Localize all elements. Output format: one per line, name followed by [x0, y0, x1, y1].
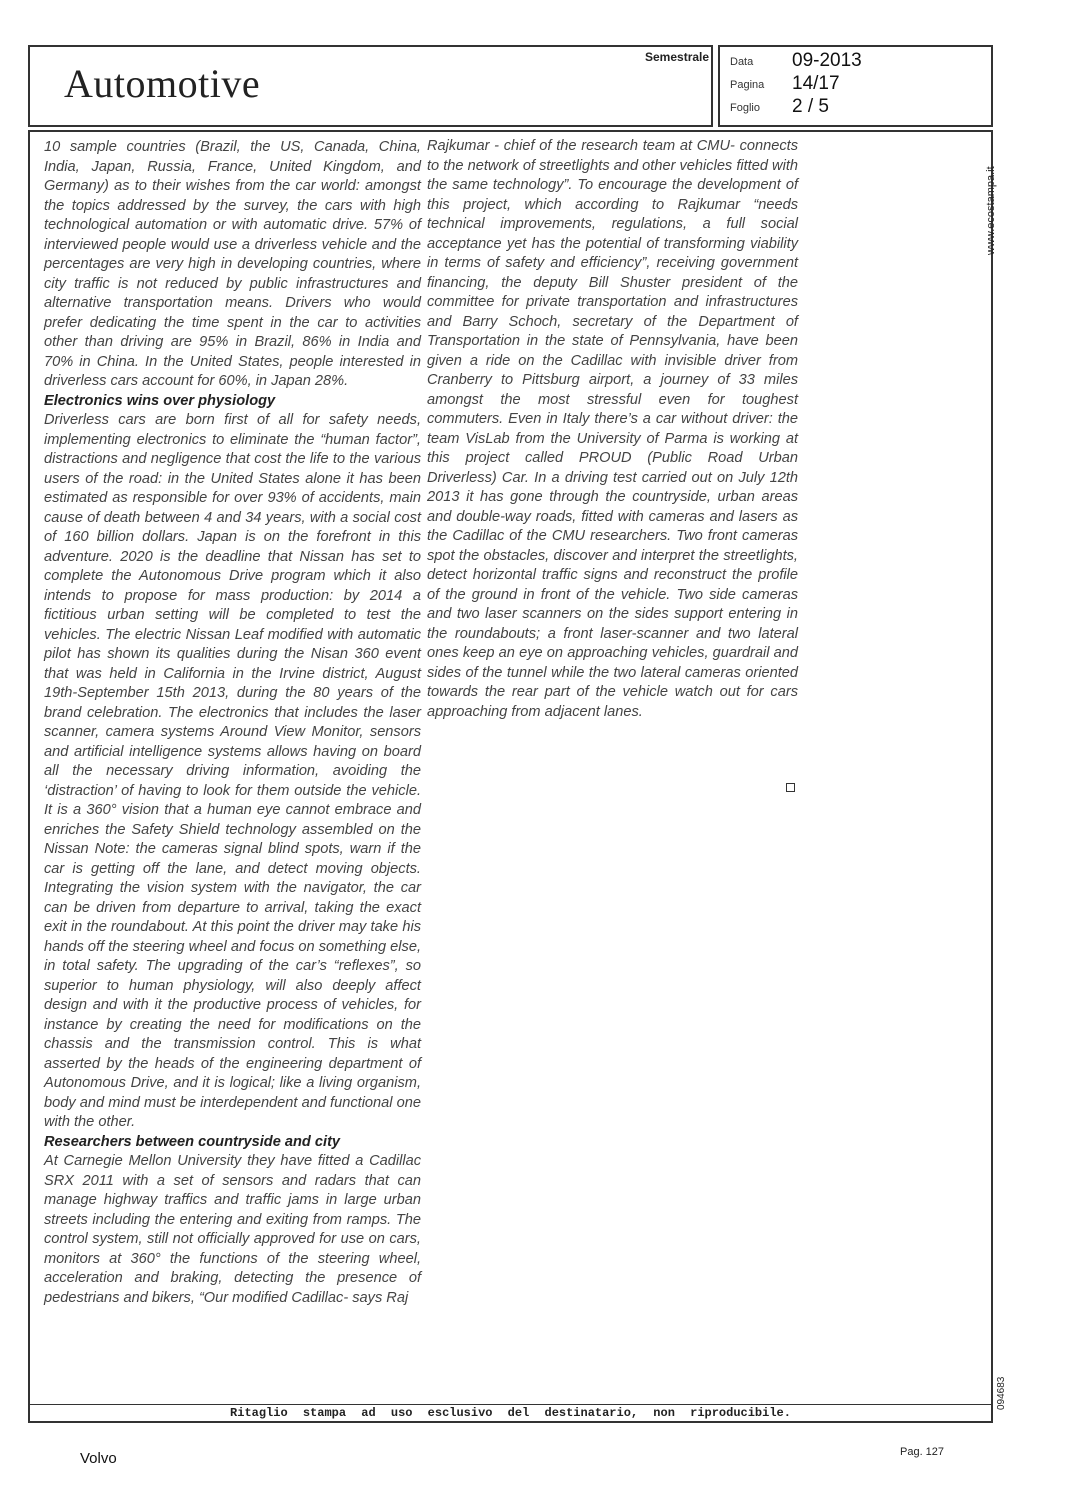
publication-title: Automotive [64, 61, 261, 106]
paragraph: At Carnegie Mellon University they have fitted a Cadillac SRX 2011 with a set of sensors and radars that can manage highway traffics and traffic jams in large urban streets including the entering and exiting from ramps. The control system, still not officially approved for use on cars, monitors at 360° the functions of the steering wheel, acceleration and braking, detecting the presence of pedestrians and bikers, “Our modified Cadillac- says Raj [44, 1153, 421, 1306]
paragraph: 10 sample countries (Brazil, the US, Canada, China, India, Japan, Russia, France, United Kingdom, and Germany) as to their wishes from the car world: amongst the topics addressed by the survey, the cars with high technological automation or with automatic drive. 57% of interviewed people would use a driverless vehicle and the percentages are very high in developing countries, where city traffic is not reduced by public infrastructures and alternative transportation means. Drivers who would prefer dedicating the time spent in the car to activities other than driving are 95% in Brazil, 86% in India and 70% in China. In the United States, people interested in driverless cars account for 60%, in Japan 28%. [44, 139, 421, 389]
date-label: Data [730, 56, 754, 68]
brand-label: Volvo [80, 1450, 117, 1467]
sheet-value: 2 / 5 [792, 96, 829, 117]
page-value: 14/17 [792, 73, 840, 94]
side-url [985, 145, 1015, 255]
side-code-text: 094683 [996, 1376, 1007, 1410]
side-url-text: www.ecostampa.it [985, 166, 997, 255]
copyright-notice: Ritaglio stampa ad uso esclusivo del destinatario, non riproducibile. [230, 1406, 791, 1420]
page-number: Pag. 127 [900, 1446, 945, 1458]
article-column-left [44, 138, 421, 1308]
date-row [730, 50, 980, 72]
footer-divider [30, 1404, 991, 1405]
page-row [730, 73, 980, 95]
article-column-right [427, 137, 798, 722]
sheet-row [730, 96, 980, 118]
end-of-article-icon [786, 783, 795, 792]
periodicity-label: Semestrale [645, 50, 710, 64]
page-label: Pagina [730, 79, 765, 91]
side-code [996, 1365, 1010, 1410]
date-value: 09-2013 [792, 50, 862, 71]
subheading: Researchers between countryside and city [44, 1133, 341, 1150]
sheet-label: Foglio [730, 102, 760, 114]
paragraph: Rajkumar - chief of the research team at CMU- connects to the network of streetlights and other vehicles fitted with the same technology”. To encourage the development of this project, which according to Rajkumar “needs technical improvements, regulations, a full social acceptance yet has the potential of transforming viability in terms of safety and efficiency”, receiving government financing, the deputy Bill Shuster president of the committee for private transportation and infrastructures and Barry Schoch, secretary of the Department of Transportation in the state of Pennsylvania, have been given a ride on the Cadillac with invisible driver from Cranberry to Pittsburg airport, a journey of 33 miles amongst the most stressful even for toughest commuters. Even in Italy there’s a car without driver: the team VisLab from the University of Parma is working at this project called PROUD (Public Road Urban Driverless) Car. In a driving test carried out on July 12th 2013 it has gone through the countryside, urban areas and double-way roads, fitted with cameras and lasers as the Cadillac of the CMU researchers. Two front cameras spot the obstacles, discover and interpret the streetlights, detect horizontal traffic signs and reconstruct the profile of the ground in front of the vehicle. Two side cameras and two laser scanners on the sides support entering in the roundabouts; a front laser-scanner and two lateral ones keep an eye on approaching vehicles, guardrail and sides of the tunnel while the two lateral cameras oriented towards the rear part of the vehicle watch out for cars approaching from adjacent lanes. [427, 138, 798, 720]
paragraph: Driverless cars are born first of all for safety needs, implementing electronics to eliminate the “human factor”, distractions and negligence that cost the life to the various users of the road: in the United States alone it has been estimated as responsible for over 93% of accidents, main cause of death between 4 and 34 years, with a social cost of 160 billion dollars. Japan is on the forefront in this adventure. 2020 is the deadline that Nissan has set to complete the Autonomous Drive program which it also intends to propose for mass production: by 2014 a fictitious urban setting will be completed to test the vehicles. The electric Nissan Leaf modified with automatic pilot has shown its qualities during the Nisan 360 event that was held in California in the Irvine district, August 19th-September 15th 2013, during the 80 years of the brand celebration. The electronics that includes the laser scanner, camera systems Around View Monitor, sensors and artificial intelligence systems allows having on board all the necessary driving information, avoiding the ‘distraction’ of having to look for them outside the vehicle. It is a 360° vision that a human eye cannot embrace and enriches the Safety Shield technology assembled on the Nissan Note: the cameras signal blind spots, warn if the car is getting off the lane, and detect moving objects. Integrating the vision system with the navigator, the car can be driven from departure to arrival, taking the exact exit in the roundabout. At this point the driver may take his hands off the steering wheel and focus on something else, in total safety. The upgrading of the car’s “reflexes”, so superior to human physiology, will also deeply affect design and with it the productive process of vehicles, for instance by creating the need for modifications on the chassis and the transmission control. This is what asserted by the heads of the engineering department of Autonomous Drive, and it is logical; like a living organism, body and mind must be interdependent and functional one with the other. [44, 412, 421, 1130]
subheading: Electronics wins over physiology [44, 392, 276, 409]
